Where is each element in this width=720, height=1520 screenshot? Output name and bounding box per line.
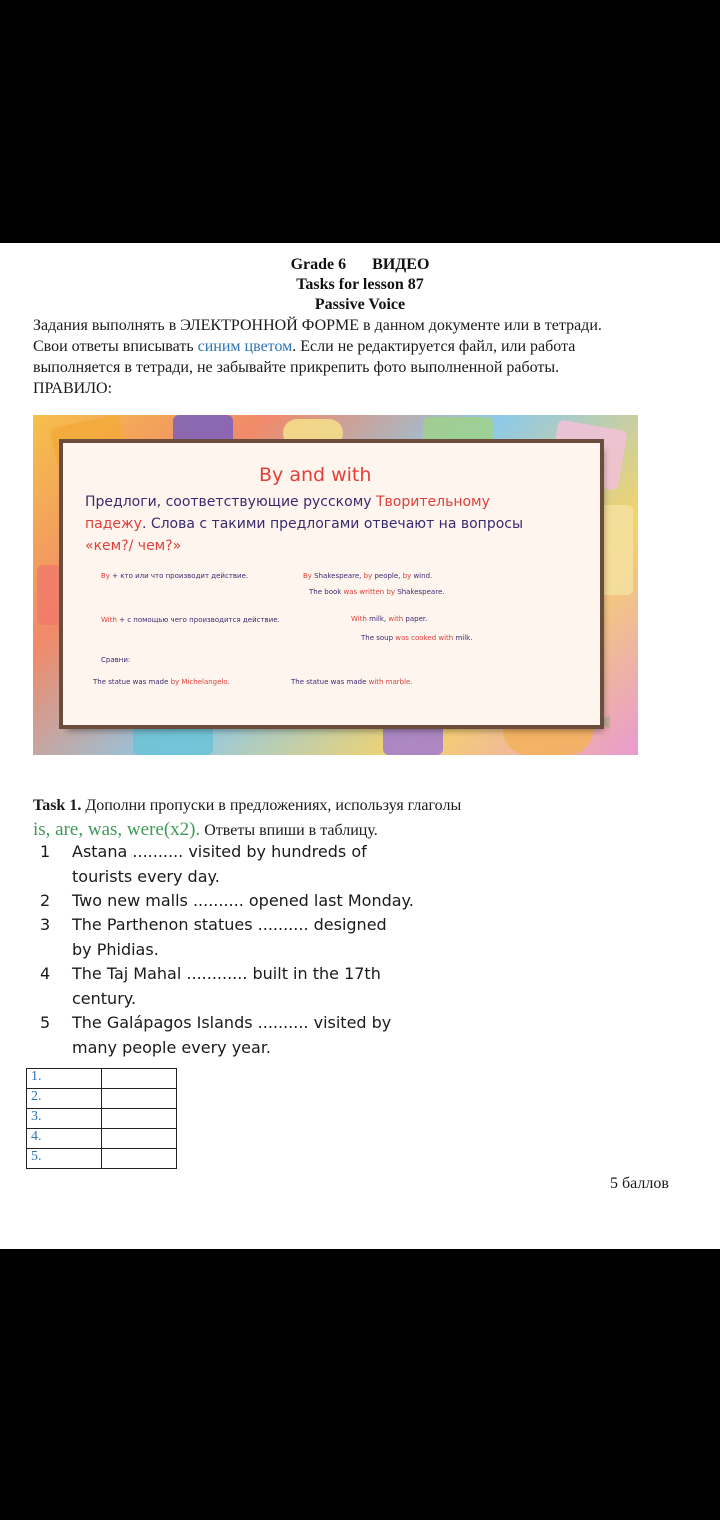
- header-grade-line: [0, 256, 720, 274]
- compare-example-2: The statue was made with marble.: [291, 678, 413, 686]
- with-rule: With + с помощью чего производится действие.: [101, 616, 280, 624]
- answer-row: [27, 1069, 177, 1089]
- sentence-line: Two new malls .......... opened last Monday.: [72, 891, 414, 910]
- answer-row: [27, 1109, 177, 1129]
- sentence-line: The Galápagos Islands .......... visited by: [72, 1013, 392, 1032]
- sentence-line: The Taj Mahal ............ built in the 17th: [72, 964, 381, 983]
- topic-title: Passive Voice: [314, 296, 406, 313]
- answer-cell[interactable]: [102, 1109, 177, 1129]
- sentence-line: The Parthenon statues .......... designed: [72, 915, 387, 934]
- slide-title: By and with: [259, 464, 372, 486]
- score-label: 5 баллов: [610, 1175, 669, 1192]
- document-page: [0, 243, 720, 1249]
- sentence-line: century.: [72, 989, 137, 1008]
- answer-cell[interactable]: [102, 1089, 177, 1109]
- lesson-title: Tasks for lesson 87: [296, 276, 424, 293]
- task-1-verbs-line: is, are, was, were(x2). Ответы впиши в таблицу.: [33, 819, 378, 840]
- answer-cell[interactable]: [102, 1129, 177, 1149]
- answer-row-number: 1.: [27, 1069, 102, 1089]
- rule-label: ПРАВИЛО:: [33, 380, 113, 397]
- sentence-number: 2: [40, 891, 51, 910]
- answer-row: [27, 1149, 177, 1169]
- answer-row: [27, 1089, 177, 1109]
- sentence-line: by Phidias.: [72, 940, 159, 959]
- sentence-number: 4: [40, 964, 51, 983]
- task-1-heading: Task 1. Дополни пропуски в предложениях, используя глаголы: [33, 797, 462, 814]
- instruction-line-3: выполняется в тетради, не забывайте прикрепить фото выполненной работы.: [33, 359, 560, 376]
- answer-row-number: 3.: [27, 1109, 102, 1129]
- compare-example-1: The statue was made by Michelangelo.: [93, 678, 230, 686]
- sentence-number: 3: [40, 915, 51, 934]
- sentence-line: Astana .......... visited by hundreds of: [72, 842, 367, 861]
- sentence-line: many people every year.: [72, 1038, 272, 1057]
- sentence-line: tourists every day.: [72, 867, 220, 886]
- rule-slide-image: [33, 415, 638, 755]
- with-examples: With milk, with paper.: [351, 615, 428, 623]
- toy-block-decoration: [383, 720, 443, 755]
- answer-row-number: 4.: [27, 1129, 102, 1149]
- slide-intro-line-2: падежу. Слова с такими предлогами отвечают на вопросы: [85, 516, 524, 532]
- sentence-number: 5: [40, 1013, 51, 1032]
- by-sentence: The book was written by Shakespeare.: [309, 588, 445, 596]
- by-rule: By + кто или что производит действие.: [101, 572, 249, 580]
- instruction-line-1: Задания выполнять в ЭЛЕКТРОННОЙ ФОРМЕ в данном документе или в тетради.: [33, 317, 602, 334]
- answers-table: [26, 1068, 177, 1169]
- slide-intro-line-1: Предлоги, соответствующие русскому Творительному: [85, 494, 490, 510]
- compare-label: Сравни:: [101, 656, 131, 664]
- toy-block-decoration: [173, 415, 233, 445]
- answer-row-number: 5.: [27, 1149, 102, 1169]
- by-examples: By Shakespeare, by people, by wind.: [303, 572, 433, 580]
- slide-intro-line-3: «кем?/ чем?»: [85, 538, 182, 554]
- instruction-line-2: Свои ответы вписывать синим цветом. Если не редактируется файл, или работа: [33, 338, 576, 355]
- slide-card: [63, 443, 600, 725]
- with-sentence: The soup was cooked with milk.: [361, 634, 473, 642]
- verb-list: is, are, was, were(x2).: [33, 819, 201, 840]
- answer-cell[interactable]: [102, 1069, 177, 1089]
- answer-row: [27, 1129, 177, 1149]
- video-link[interactable]: ВИДЕО: [372, 256, 430, 273]
- grade-label: Grade 6: [290, 256, 347, 273]
- sentence-number: 1: [40, 842, 51, 861]
- answer-cell[interactable]: [102, 1149, 177, 1169]
- answer-row-number: 2.: [27, 1089, 102, 1109]
- blue-color-note: синим цветом: [197, 338, 293, 355]
